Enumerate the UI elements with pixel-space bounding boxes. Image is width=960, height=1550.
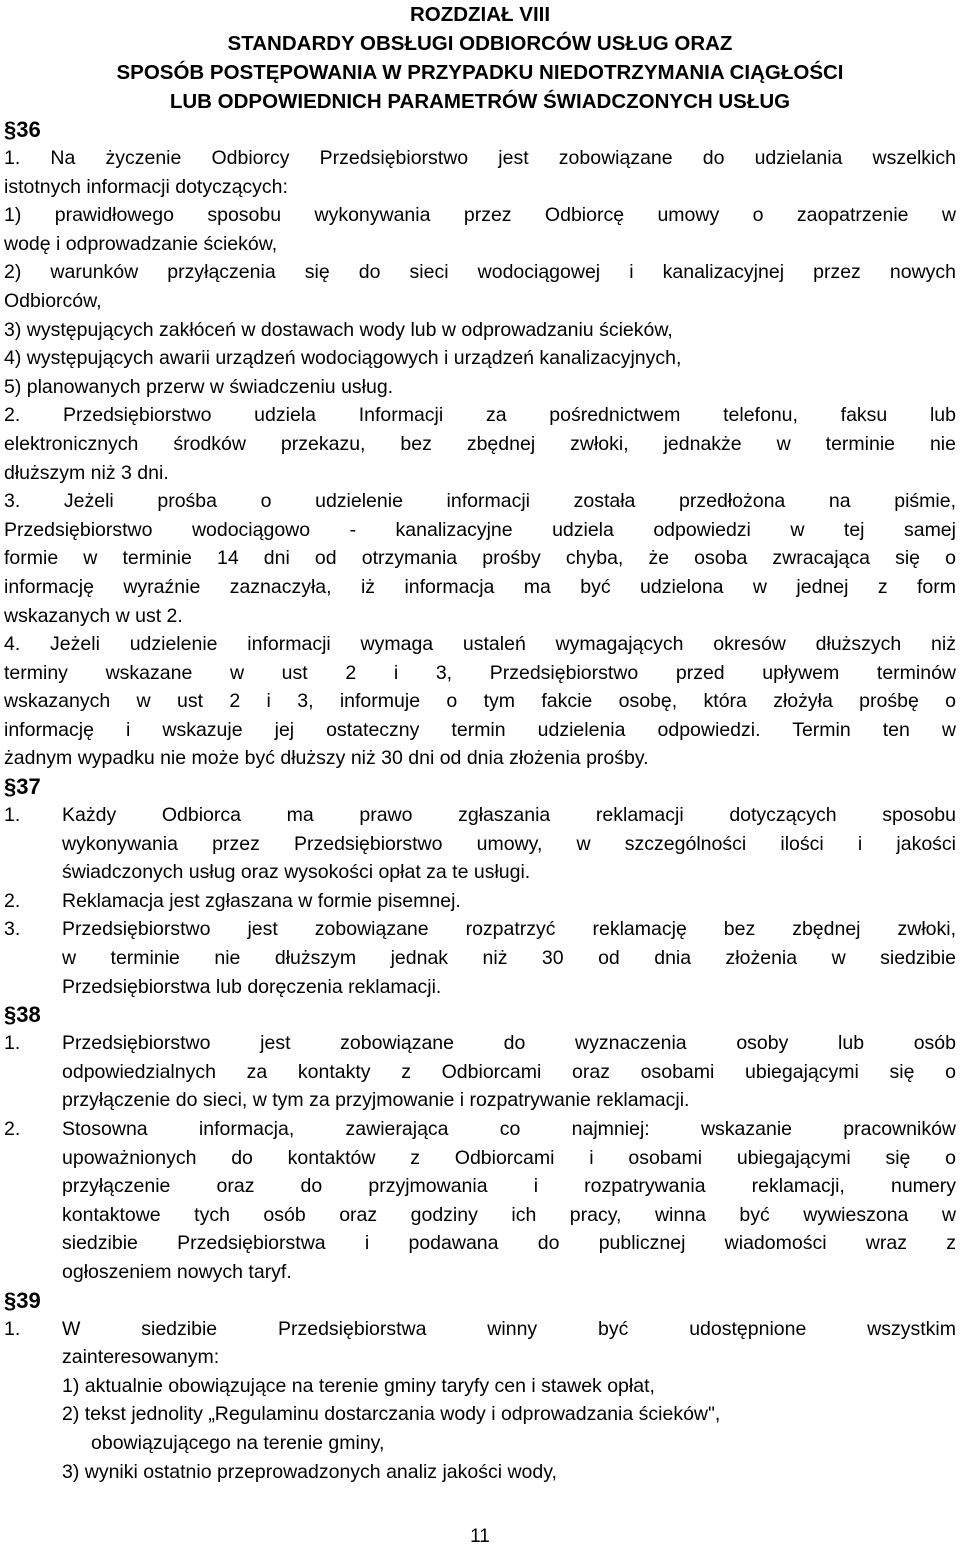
text-line: przyłączenie do sieci, w tym za przyjmowanie i rozpatrywanie reklamacji. [62, 1089, 690, 1112]
list-item [4, 801, 956, 887]
text-line: przyłączenie oraz do przyjmowania i rozpatrywania reklamacji, numery [62, 1175, 956, 1198]
section-symbol: § [4, 117, 17, 142]
sub-item: 1) aktualnie obowiązujące na terenie gminy taryfy cen i stawek opłat, [62, 1374, 655, 1397]
text-line: 2. Przedsiębiorstwo udziela Informacji za pośrednictwem telefonu, faksu lub [4, 404, 956, 427]
text-line: formie w terminie 14 dni od otrzymania prośby chyba, że osoba zwracająca się o [4, 547, 956, 570]
text-line: informację i wskazuje jej ostateczny termin udzielenia odpowiedzi. Termin ten w [4, 718, 956, 741]
text-line: elektronicznych środków przekazu, bez zbędnej zwłoki, jednakże w terminie nie [4, 432, 956, 455]
text-line: zainteresowanym: [62, 1346, 220, 1369]
list-item [4, 1029, 956, 1115]
text-line: Przedsiębiorstwa lub doręczenia reklamacji. [62, 975, 442, 998]
text-line: upoważnionych do kontaktów z Odbiorcami i osobami ubiegającymi się o [62, 1146, 956, 1169]
page-number: 11 [470, 1526, 490, 1547]
section-symbol: § [4, 1287, 17, 1313]
text-line: Każdy Odbiorca ma prawo zgłaszania reklamacji dotyczących sposobu [62, 804, 956, 827]
text-line: 4) występujących awarii urządzeń wodociągowych i urządzeń kanalizacyjnych, [4, 347, 682, 370]
section-number: 38 [16, 1002, 41, 1028]
text-line: 2) warunków przyłączenia się do sieci wodociągowej i kanalizacyjnej przez nowych [4, 261, 956, 284]
list-item [4, 1115, 956, 1287]
text-line: terminy wskazane w ust 2 i 3, Przedsiębiorstwo przed upływem terminów [4, 661, 956, 684]
section-symbol: § [4, 1002, 17, 1028]
section-36-body [4, 144, 956, 773]
text-line: żadnym wypadku nie może być dłuższy niż 30 dni od dnia złożenia prośby. [4, 747, 649, 770]
text-line: Reklamacja jest zgłaszana w formie pisemnej. [62, 889, 461, 912]
text-line: 1. Na życzenie Odbiorcy Przedsiębiorstwo jest zobowiązane do udzielania wszelkich [4, 147, 956, 169]
section-36-heading [4, 116, 956, 144]
text-line: 4. Jeżeli udzielenie informacji wymaga ustaleń wymagających okresów dłuższych niż [4, 633, 956, 656]
chapter-title-line-1: STANDARDY OBSŁUGI ODBIORCÓW USŁUG ORAZ [227, 32, 733, 55]
section-38-heading [4, 1001, 956, 1029]
sub-item-continuation: obowiązującego na terenie gminy, [91, 1431, 385, 1454]
text-line: Odbiorców, [4, 289, 102, 312]
list-item [4, 915, 956, 1001]
document-page [4, 0, 956, 1486]
chapter-title-line-3: LUB ODPOWIEDNICH PARAMETRÓW ŚWIADCZONYCH USŁUG [169, 90, 791, 113]
text-line: 1) prawidłowego sposobu wykonywania przez Odbiorcę umowy o zaopatrzenie w [4, 204, 956, 227]
text-line: dłuższym niż 3 dni. [4, 461, 169, 484]
chapter-number: ROZDZIAŁ VIII [409, 3, 551, 26]
list-item [4, 887, 956, 916]
text-line: wskazanych w ust 2 i 3, informuje o tym fakcie osobę, która złożyła prośbę o [4, 690, 956, 713]
chapter-heading [4, 0, 956, 116]
section-37-heading [4, 773, 956, 801]
text-line: Przedsiębiorstwo wodociągowo - kanalizacyjne udziela odpowiedzi w tej samej [4, 518, 956, 541]
section-symbol: § [4, 774, 17, 800]
list-item [4, 1315, 956, 1372]
sub-item: 3) wyniki ostatnio przeprowadzonych analiz jakości wody, [62, 1460, 557, 1483]
section-39-heading [4, 1287, 956, 1315]
text-line: istotnych informacji dotyczących: [4, 175, 288, 198]
text-line: wykonywania przez Przedsiębiorstwo umowy, w szczególności ilości i jakości [62, 832, 956, 855]
text-line: 3. Jeżeli prośba o udzielenie informacji została przedłożona na piśmie, [4, 490, 956, 513]
text-line: 5) planowanych przerw w świadczeniu usług. [4, 375, 394, 398]
section-number: 36 [16, 117, 41, 142]
item-number: 2. [4, 889, 21, 912]
item-number: 1. [4, 1317, 21, 1340]
text-line: Przedsiębiorstwo jest zobowiązane do wyznaczenia osoby lub osób [62, 1032, 956, 1055]
text-line: kontaktowe tych osób oraz godziny ich pracy, winna być wywieszona w [62, 1203, 956, 1226]
text-line: Stosowna informacja, zawierająca co najmniej: wskazanie pracowników [62, 1118, 956, 1140]
text-line: 3) występujących zakłóceń w dostawach wody lub w odprowadzaniu ścieków, [4, 318, 673, 341]
text-line: świadczonych usług oraz wysokości opłat za te usługi. [62, 861, 531, 884]
text-line: W siedzibie Przedsiębiorstwa winny być udostępnione wszystkim [62, 1317, 956, 1340]
item-number: 1. [4, 804, 21, 827]
text-line: w terminie nie dłuższym jednak niż 30 od dnia złożenia w siedzibie [62, 947, 956, 970]
text-line: siedzibie Przedsiębiorstwa i podawana do publicznej wiadomości wraz z [62, 1232, 956, 1255]
section-number: 37 [16, 774, 41, 800]
item-number: 1. [4, 1032, 21, 1055]
chapter-title-line-2: SPOSÓB POSTĘPOWANIA W PRZYPADKU NIEDOTRZYMANIA CIĄGŁOŚCI [116, 61, 844, 84]
sub-item: 2) tekst jednolity „Regulaminu dostarczania wody i odprowadzania ścieków", [62, 1403, 721, 1426]
item-number: 2. [4, 1118, 21, 1140]
text-line: Przedsiębiorstwo jest zobowiązane rozpatrzyć reklamację bez zbędnej zwłoki, [62, 918, 956, 941]
section-number: 39 [16, 1287, 41, 1313]
text-line: wskazanych w ust 2. [4, 604, 183, 627]
text-line: informację wyraźnie zaznaczyła, iż informacja ma być udzielona w jednej z form [4, 575, 956, 598]
text-line: ogłoszeniem nowych taryf. [62, 1260, 292, 1283]
item-number: 3. [4, 918, 21, 941]
text-line: odpowiedzialnych za kontakty z Odbiorcami oraz osobami ubiegającymi się o [62, 1060, 956, 1083]
text-line: wodę i odprowadzanie ścieków, [4, 232, 278, 255]
